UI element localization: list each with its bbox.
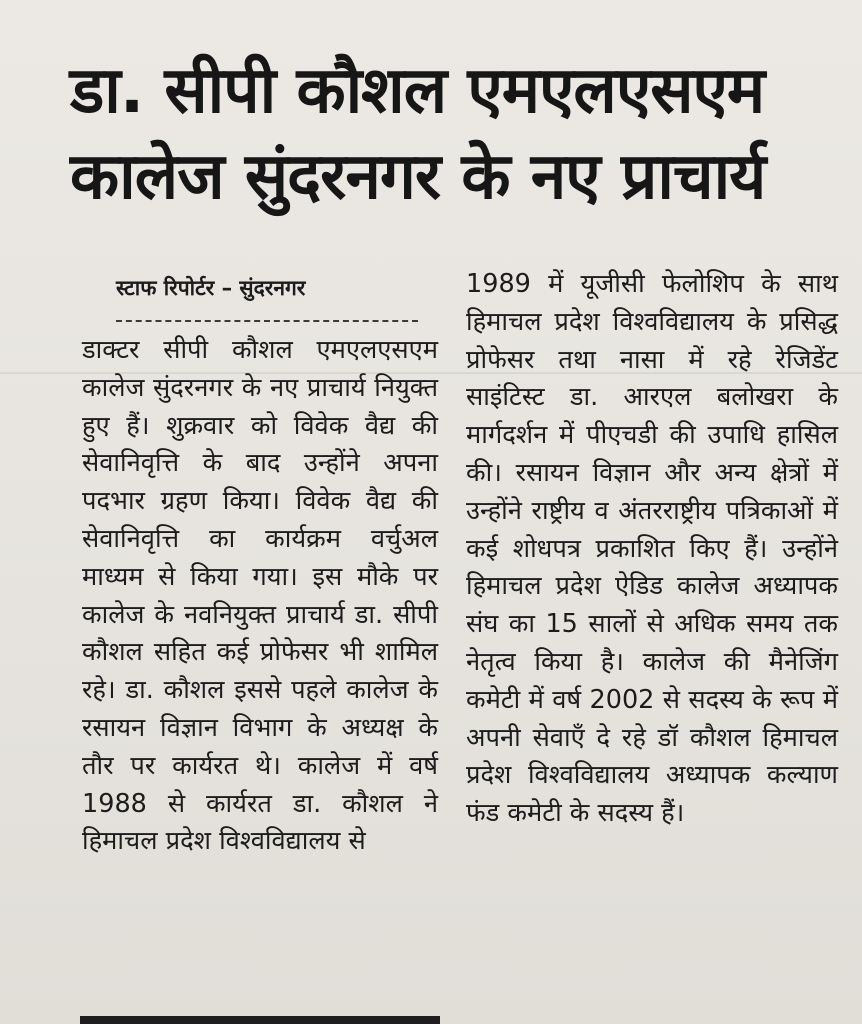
article-column-right xyxy=(466,266,838,833)
headline-line-2: कालेज सुंदरनगर के नए प्राचार्य xyxy=(70,140,766,214)
byline: स्टाफ रिपोर्टर – सुंदरनगर xyxy=(116,276,306,300)
bottom-rule xyxy=(80,1016,440,1024)
article-text-right: 1989 में यूजीसी फेलोशिप के साथ हिमाचल प्रदेश विश्वविद्यालय के प्रसिद्ध प्रोफेसर तथा नासा में रहे रेजिडेंट साइंटिस्ट डा. आरएल बलोखरा के मार्गदर्शन में पीएचडी की उपाधि हासिल की। रसायन विज्ञान और अन्य क्षेत्रों में उन्होंने राष्ट्रीय व अंतरराष्ट्रीय पत्रिकाओं में कई शोधपत्र प्रकाशित किए हैं। उन्होंने हिमाचल प्रदेश ऐडिड कालेज अध्यापक संघ का 15 सालों से अधिक समय तक नेतृत्व किया है। कालेज की मैनेजिंग कमेटी में वर्ष 2002 से सदस्य के रूप में अपनी सेवाएँ दे रहे डॉ कौशल हिमाचल प्रदेश विश्वविद्यालय अध्यापक कल्याण फंड कमेटी के सदस्य हैं। xyxy=(466,269,838,829)
headline xyxy=(70,48,850,220)
byline-divider xyxy=(116,320,418,322)
headline-line-1: डा. सीपी कौशल एमएलएसएम xyxy=(70,54,765,128)
article-text-left: डाक्टर सीपी कौशल एमएलएसएम कालेज सुंदरनगर के नए प्राचार्य नियुक्त हुए हैं। शुक्रवार को विवेक वैद्य की सेवानिवृत्ति के बाद उन्होंने अपना पदभार ग्रहण किया। विवेक वैद्य की सेवानिवृत्ति का कार्यक्रम वर्चुअल माध्यम से किया गया। इस मौके पर कालेज के नवनियुक्त प्राचार्य डा. सीपी कौशल सहित कई प्रोफेसर भी शामिल रहे। डा. कौशल इससे पहले कालेज के रसायन विज्ञान विभाग के अध्यक्ष के तौर पर कार्यरत थे। कालेज में वर्ष 1988 से कार्यरत डा. कौशल ने हिमाचल प्रदेश विश्वविद्यालय से xyxy=(82,335,438,857)
article-column-left xyxy=(82,270,438,861)
